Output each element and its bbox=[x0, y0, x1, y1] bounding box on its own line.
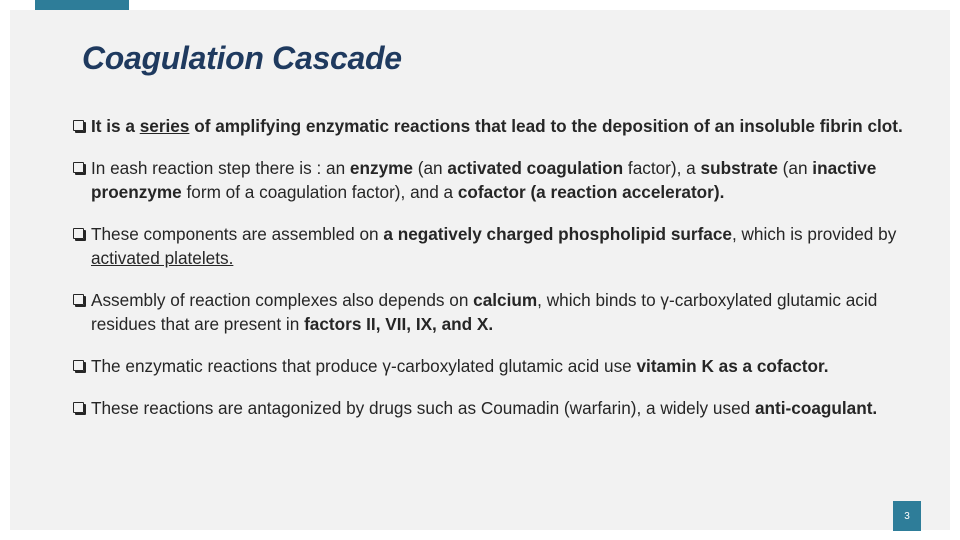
hollow-square-bullet-icon bbox=[73, 402, 84, 413]
bullet-text: The enzymatic reactions that produce γ-carboxylated glutamic acid use bbox=[91, 356, 637, 376]
bullet-text-bold: factors II, VII, IX, and X. bbox=[304, 314, 494, 334]
bullet-text-bold: vitamin K as a cofactor. bbox=[636, 356, 829, 376]
hollow-square-bullet-icon bbox=[73, 360, 84, 371]
bullet-item bbox=[72, 396, 942, 420]
hollow-square-bullet-icon bbox=[73, 294, 84, 305]
bullet-item bbox=[72, 288, 942, 336]
hollow-square-bullet-icon bbox=[73, 120, 84, 131]
bullet-text: form of a coagulation factor), and a bbox=[181, 182, 458, 202]
bullet-text: It is a bbox=[91, 116, 140, 136]
bullet-text-bold: substrate bbox=[700, 158, 778, 178]
bullet-text-bold: inactive proenzyme bbox=[91, 158, 877, 202]
bullet-list bbox=[72, 114, 942, 438]
bullet-item bbox=[72, 156, 942, 204]
bullet-text: (an bbox=[412, 158, 448, 178]
bullet-text: In eash reaction step there is : an bbox=[91, 158, 350, 178]
bullet-text-bold: anti-coagulant. bbox=[754, 398, 878, 418]
bullet-text-underlined: activated platelets. bbox=[91, 248, 234, 268]
bullet-text: Assembly of reaction complexes also depends on bbox=[91, 290, 474, 310]
bullet-text-bold: cofactor (a reaction accelerator). bbox=[457, 182, 725, 202]
bullet-text: These reactions are antagonized by drugs such as Coumadin (warfarin), a widely used bbox=[91, 398, 755, 418]
bullet-text: factor), a bbox=[623, 158, 701, 178]
page-number-badge bbox=[893, 501, 921, 531]
bullet-text: , which binds to γ-carboxylated glutamic acid residues that are present in bbox=[91, 290, 878, 334]
bullet-text: , which is provided by bbox=[731, 224, 897, 244]
bullet-text-underlined: series bbox=[139, 116, 190, 136]
bullet-text-bold: activated coagulation bbox=[447, 158, 624, 178]
bullet-text: of amplifying enzymatic reactions that lead to the deposition of an insoluble fibrin clot. bbox=[189, 116, 903, 136]
slide-panel bbox=[10, 10, 950, 530]
bullet-item bbox=[72, 354, 942, 378]
bullet-text-bold: enzyme bbox=[349, 158, 413, 178]
page-number: 3 bbox=[904, 510, 910, 522]
bullet-text: These components are assembled on bbox=[91, 224, 384, 244]
bullet-text-bold: calcium bbox=[473, 290, 538, 310]
hollow-square-bullet-icon bbox=[73, 162, 84, 173]
bullet-text-bold: a negatively charged phospholipid surface bbox=[383, 224, 732, 244]
top-accent-bar bbox=[35, 0, 129, 10]
bullet-item bbox=[72, 222, 942, 270]
hollow-square-bullet-icon bbox=[73, 228, 84, 239]
bullet-text: (an bbox=[777, 158, 813, 178]
bullet-item bbox=[72, 114, 942, 138]
slide-title: Coagulation Cascade bbox=[82, 40, 402, 76]
